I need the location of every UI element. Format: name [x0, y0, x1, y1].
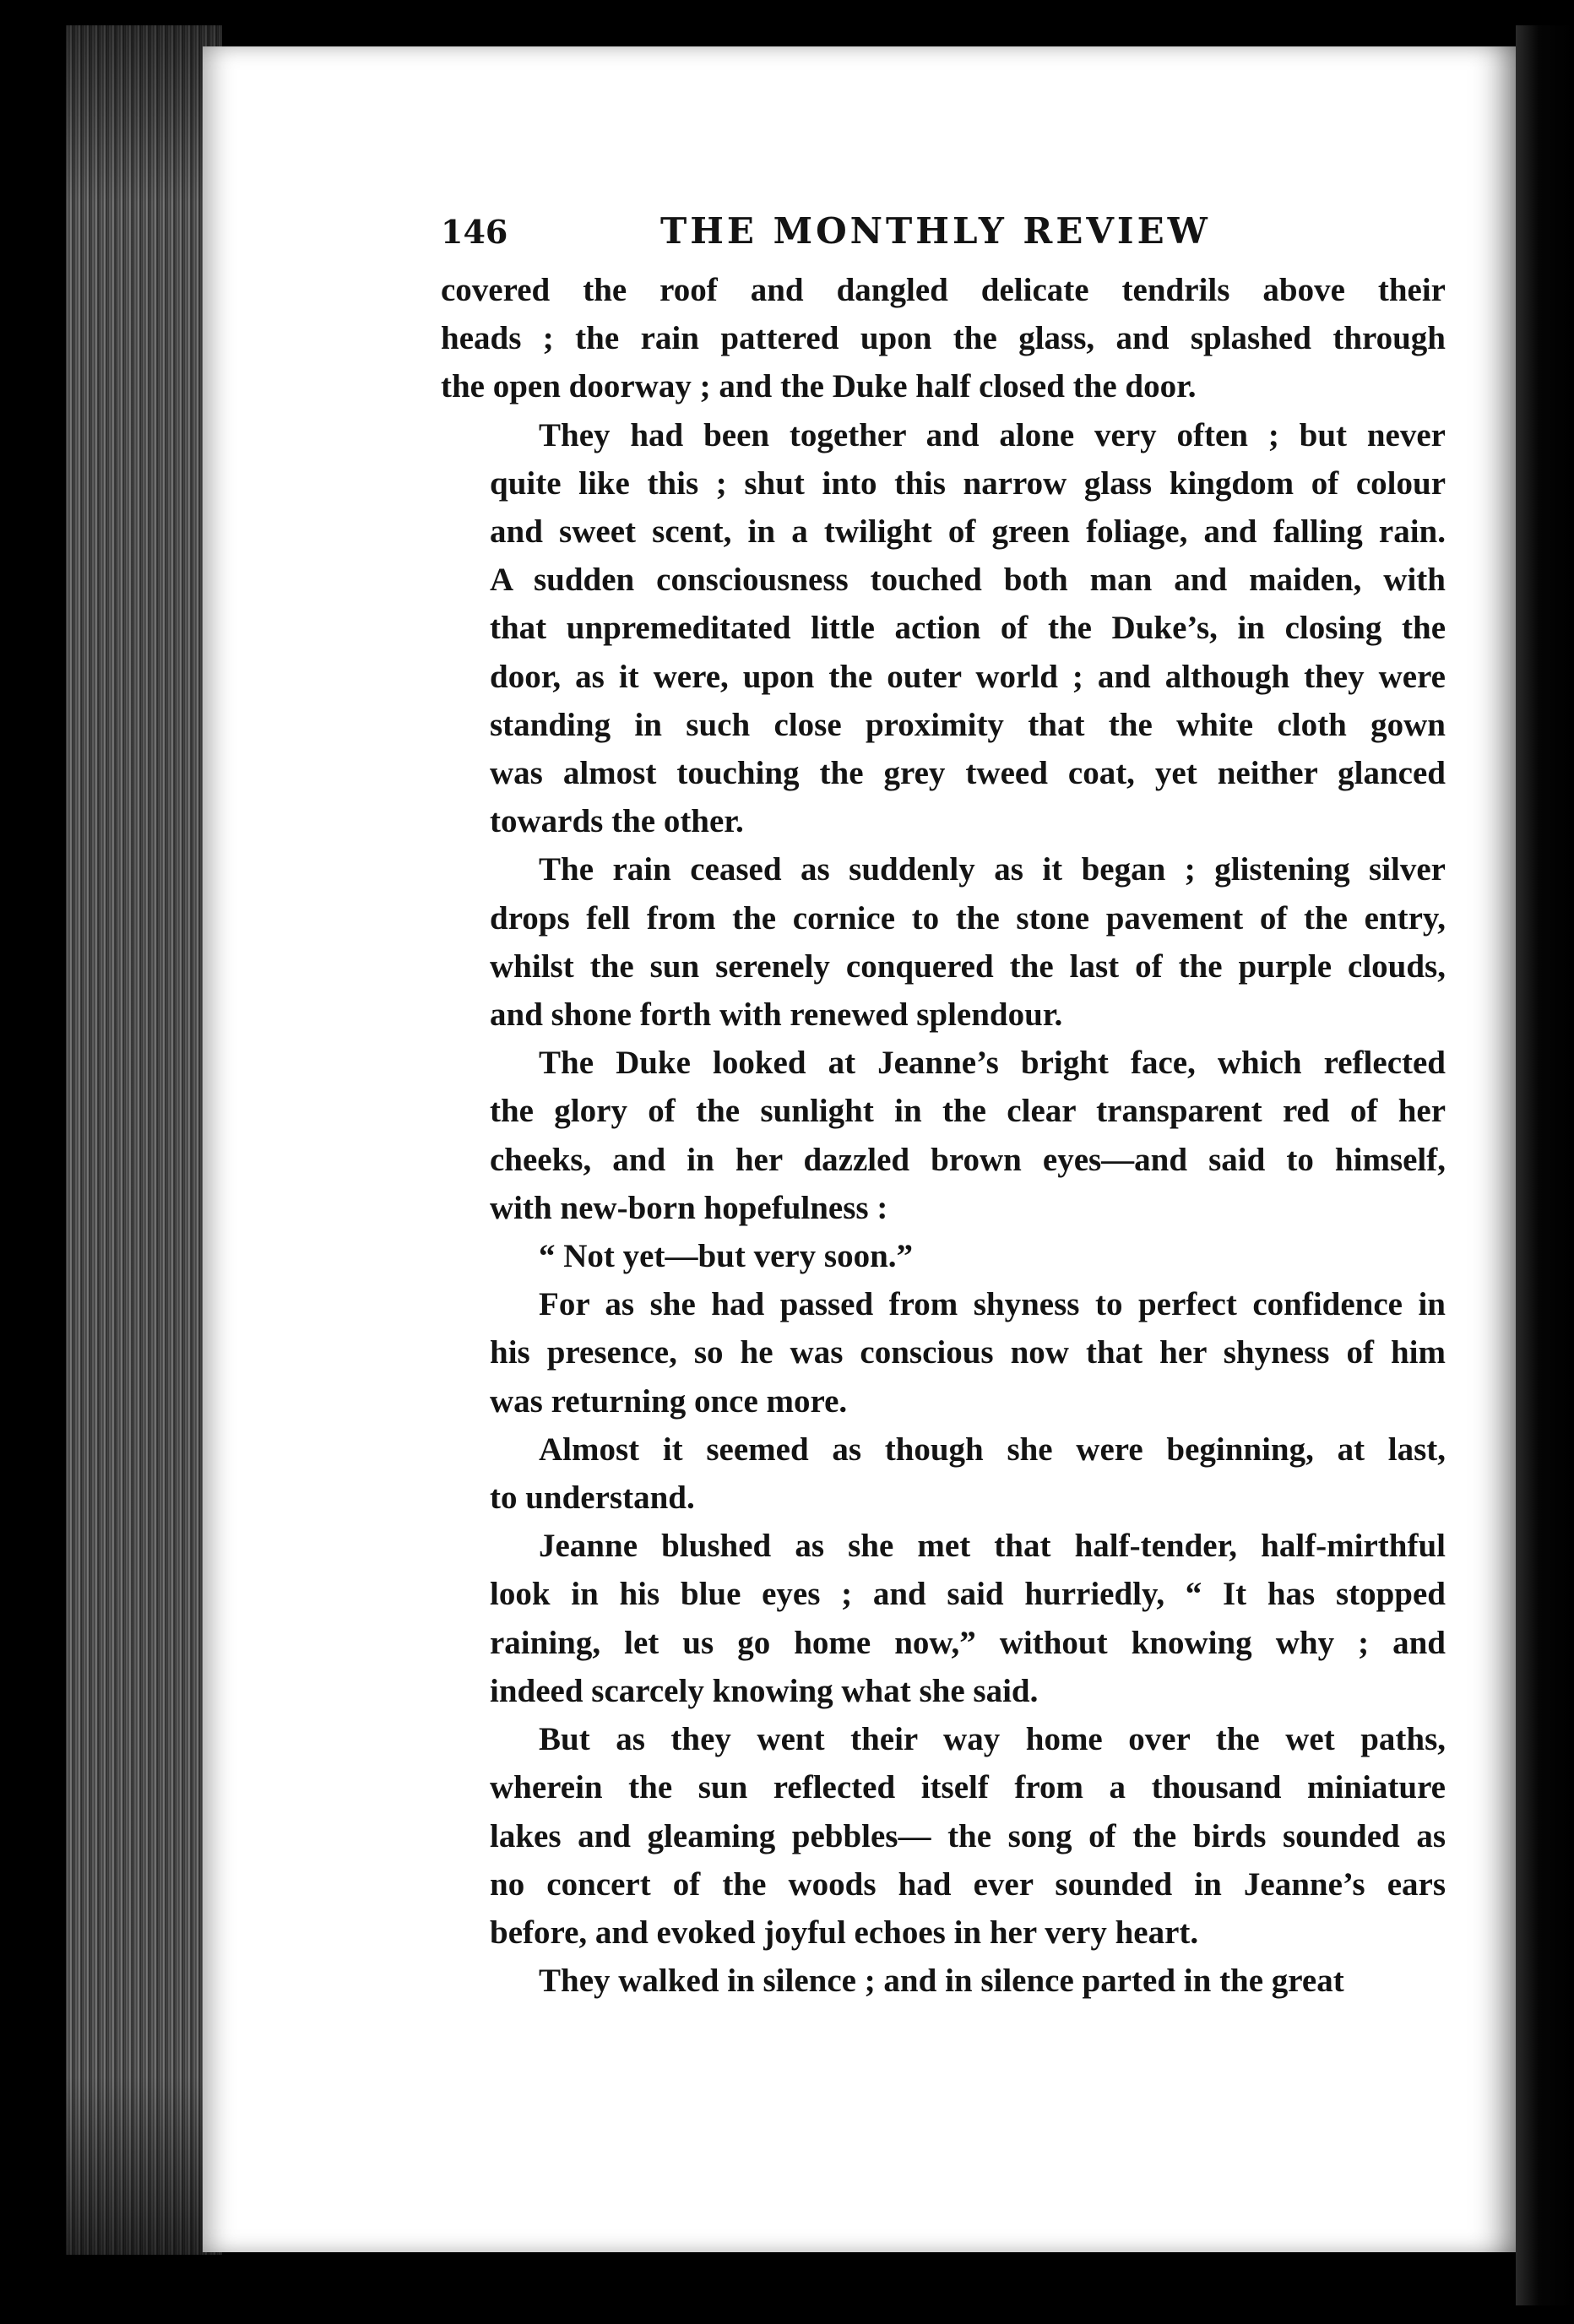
text-line: indeed scarcely knowing what she said. [490, 1672, 1039, 1709]
text-line: A sudden consciousness touched both man and maiden, with [490, 562, 1446, 599]
text-line: covered the roof and dangled delicate tendrils above their [441, 272, 1446, 308]
page-number: 146 [441, 213, 508, 251]
paragraph [441, 266, 1446, 411]
text-line: the open doorway ; and the Duke half closed the door. [441, 368, 1197, 405]
text-line: heads ; the rain pattered upon the glass, and splashed through [441, 320, 1446, 357]
text-line: whilst the sun serenely conquered the last of the purple clouds, [490, 948, 1446, 985]
gutter-shadow [1516, 25, 1574, 2305]
paragraph [441, 1957, 1446, 2005]
paragraph [441, 411, 1446, 846]
text-line: that unpremeditated little action of the Duke’s, in closing the [490, 610, 1446, 647]
text-line: look in his blue eyes ; and said hurriedly, “ It has stopped [490, 1576, 1446, 1613]
text-line: They walked in silence ; and in silence parted in the great [539, 1963, 1344, 2000]
text-line: Jeanne blushed as she met that half-tender, half-mirthful [539, 1528, 1446, 1565]
text-line: quite like this ; shut into this narrow glass kingdom of colour [490, 464, 1446, 502]
running-head [441, 207, 1446, 266]
paragraph [441, 1425, 1446, 1522]
text-line: For as she had passed from shyness to perfect confidence in [539, 1286, 1446, 1323]
text-line: the glory of the sunlight in the clear transparent red of her [490, 1093, 1446, 1130]
text-line: Almost it seemed as though she were beginning, at last, [539, 1431, 1446, 1468]
text-line: no concert of the woods had ever sounded in Jeanne’s ears [490, 1865, 1446, 1903]
text-line: wherein the sun reflected itself from a thousand miniature [490, 1769, 1446, 1806]
text-block [441, 207, 1446, 2005]
text-line: was returning once more. [490, 1382, 848, 1420]
text-line: The rain ceased as suddenly as it began ; glistening silver [539, 851, 1446, 888]
text-line: before, and evoked joyful echoes in her very heart. [490, 1914, 1199, 1951]
text-line: But as they went their way home over the wet paths, [539, 1721, 1446, 1758]
text-line: door, as it were, upon the outer world ; and although they were [490, 658, 1446, 695]
text-line: and shone forth with renewed splendour. [490, 996, 1063, 1034]
body-text [441, 266, 1446, 2005]
paragraph [441, 1522, 1446, 1715]
text-line: drops fell from the cornice to the stone pavement of the entry, [490, 899, 1446, 937]
text-line: was almost touching the grey tweed coat, yet neither glanced [490, 755, 1446, 792]
book-page-edges [66, 25, 222, 2255]
text-line: lakes and gleaming pebbles— the song of the birds sounded as [490, 1817, 1446, 1854]
paragraph [441, 1039, 1446, 1232]
text-line: “ Not yet—but very soon.” [539, 1238, 914, 1275]
text-line: The Duke looked at Jeanne’s bright face, which reflected [539, 1045, 1446, 1082]
journal-title: THE MONTHLY REVIEW [660, 210, 1211, 252]
text-line: standing in such close proximity that the white cloth gown [490, 706, 1446, 743]
text-line: and sweet scent, in a twilight of green foliage, and falling rain. [490, 513, 1446, 551]
text-line: his presence, so he was conscious now that her shyness of him [490, 1334, 1446, 1371]
paragraph [441, 1232, 1446, 1280]
text-line: with new-born hopefulness : [490, 1189, 888, 1226]
text-line: They had been together and alone very often ; but never [539, 416, 1446, 453]
text-line: to understand. [490, 1480, 695, 1517]
paragraph [441, 1280, 1446, 1425]
paragraph [441, 1715, 1446, 1957]
text-line: towards the other. [490, 803, 744, 840]
paragraph [441, 845, 1446, 1039]
text-line: raining, let us go home now,” without knowing why ; and [490, 1624, 1446, 1661]
text-line: cheeks, and in her dazzled brown eyes—and said to himself, [490, 1141, 1446, 1178]
